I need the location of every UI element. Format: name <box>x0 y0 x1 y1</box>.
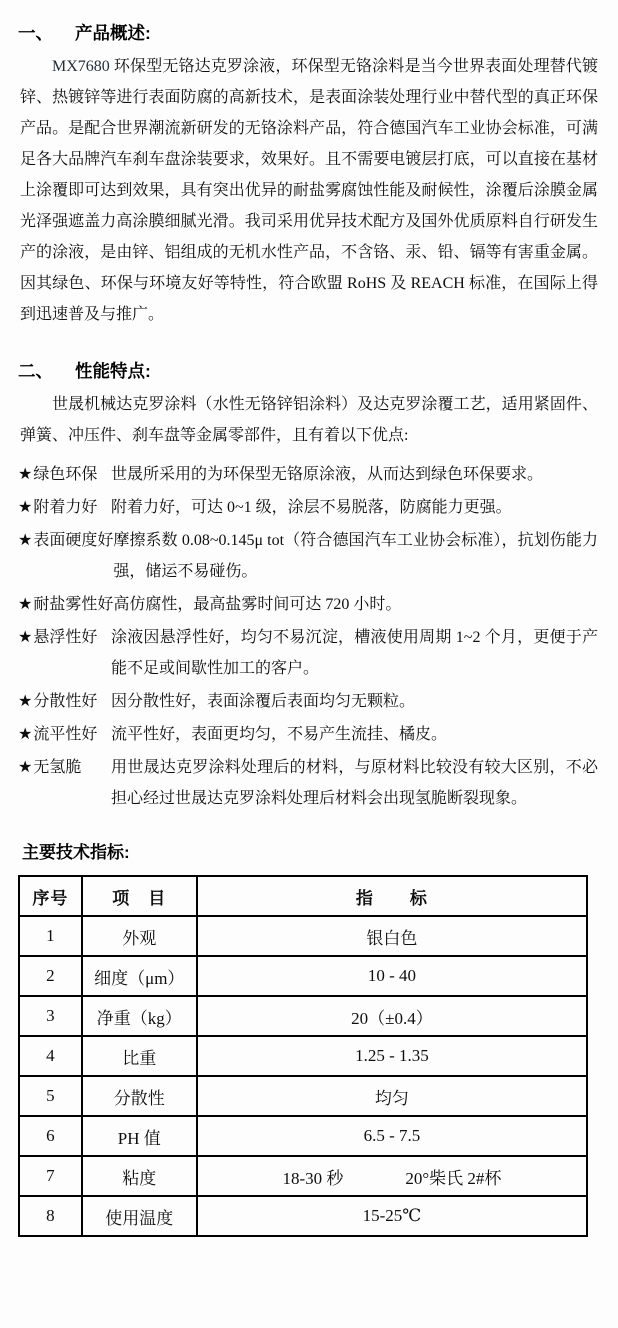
table-row <box>19 1076 587 1116</box>
table-row <box>19 1116 587 1156</box>
header-no: 序号 <box>19 876 82 916</box>
cell-value: 6.5 - 7.5 <box>197 1116 587 1156</box>
feature-label-text: 悬浮性好 <box>33 629 98 646</box>
table-row <box>19 916 587 956</box>
cell-value: 10 - 40 <box>197 956 587 996</box>
feature-item-no-hydrogen-embrittlement <box>18 752 598 814</box>
header-item: 项 目 <box>82 876 197 916</box>
table-row <box>19 996 587 1036</box>
feature-text: 因分散性好，表面涂覆后表面均匀无颗粒。 <box>111 693 416 710</box>
feature-label <box>18 719 111 750</box>
star-icon: ★ <box>18 596 33 613</box>
star-icon: ★ <box>18 726 33 743</box>
cell-item: 净重（kg） <box>82 996 197 1036</box>
table-row <box>19 1196 587 1236</box>
section1-title: 产品概述: <box>75 23 151 43</box>
feature-label-text: 表面硬度好 <box>33 532 114 549</box>
cell-no: 4 <box>19 1036 82 1076</box>
spec-table-title: 主要技术指标: <box>22 843 130 862</box>
feature-text: 摩擦系数 0.08~0.145μ tot（符合德国汽车工业协会标准），抗划伤能力强，储运不易碰伤。 <box>113 532 598 580</box>
cell-item: 使用温度 <box>82 1196 197 1236</box>
feature-label <box>18 459 111 490</box>
cell-value: 银白色 <box>197 916 587 956</box>
cell-item: 分散性 <box>82 1076 197 1116</box>
feature-item-adhesion <box>18 492 598 523</box>
cell-item: 比重 <box>82 1036 197 1076</box>
cell-no: 8 <box>19 1196 82 1236</box>
feature-text: 用世晟达克罗涂料处理后的材料，与原材料比较没有较大区别，不必担心经过世晟达克罗涂料处理后材料会出现氢脆断裂现象。 <box>111 759 598 807</box>
cell-value: 1.25 - 1.35 <box>197 1036 587 1076</box>
section2-intro: 世晟机械达克罗涂料（水性无铬锌铝涂料）及达克罗涂覆工艺，适用紧固件、弹簧、冲压件、刹车盘等金属零部件，且有着以下优点: <box>20 396 598 444</box>
feature-item-suspension <box>18 622 598 684</box>
star-icon: ★ <box>18 759 33 776</box>
cell-no: 2 <box>19 956 82 996</box>
feature-label-text: 无氢脆 <box>33 759 82 776</box>
star-icon: ★ <box>18 466 33 483</box>
star-icon: ★ <box>18 499 33 516</box>
star-icon: ★ <box>18 532 33 549</box>
star-icon: ★ <box>18 693 33 710</box>
feature-label-text: 附着力好 <box>33 499 98 516</box>
cell-no: 1 <box>19 916 82 956</box>
feature-label <box>18 492 111 523</box>
feature-list <box>18 459 598 814</box>
cell-item: PH 值 <box>82 1116 197 1156</box>
header-value: 指 标 <box>197 876 587 916</box>
feature-label-text: 绿色环保 <box>33 466 98 483</box>
feature-text: 流平性好，表面更均匀，不易产生流挂、橘皮。 <box>111 726 448 743</box>
feature-label <box>18 622 111 684</box>
cell-value: 均匀 <box>197 1076 587 1116</box>
feature-label <box>18 589 113 620</box>
star-icon: ★ <box>18 629 33 646</box>
cell-value: 20（±0.4） <box>197 996 587 1036</box>
viscosity-condition: 20°柴氏 2#杯 <box>405 1168 502 1188</box>
feature-label-text: 耐盐雾性好 <box>33 596 114 613</box>
section2-title: 性能特点: <box>75 361 151 381</box>
feature-item-leveling <box>18 719 598 750</box>
feature-item-green <box>18 459 598 490</box>
table-row <box>19 956 587 996</box>
viscosity-value: 18-30 秒 <box>282 1168 344 1188</box>
cell-no: 3 <box>19 996 82 1036</box>
feature-item-dispersion <box>18 686 598 717</box>
cell-item: 细度（μm） <box>82 956 197 996</box>
section1-heading <box>18 20 598 45</box>
feature-text: 世晟所采用的为环保型无铬原涂液，从而达到绿色环保要求。 <box>111 466 544 483</box>
feature-label <box>18 752 111 814</box>
feature-text: 附着力好，可达 0~1 级，涂层不易脱落，防腐能力更强。 <box>111 499 512 516</box>
spec-table <box>18 875 588 1237</box>
section1-paragraph-text: 环保型无铬达克罗涂液，环保型无铬涂料是当今世界表面处理替代镀锌、热镀锌等进行表面防腐的高新技术，是表面涂装处理行业中替代型的真正环保产品。是配合世界潮流新研发的无铬涂料产品，符合德国汽车工业协会标准，可满足各大品牌汽车刹车盘涂装要求，效果好。且不需要电镀层打底，可以直接在基材上涂覆即可达到效果，具有突出优异的耐盐雾腐蚀性能及耐候性，涂覆后涂膜金属光泽强遮盖力高涂膜细腻光滑。我司采用优异技术配方及国外优质原料自行研发生产的涂液，是由锌、铝组成的无机水性产品，不含铬、汞、铅、镉等有害重金属。因其绿色、环保与环境友好等特性，符合欧盟 RoHS 及 REACH 标准，在国际上得到迅速普及与推广。 <box>20 58 598 323</box>
feature-label <box>18 686 111 717</box>
cell-no: 7 <box>19 1156 82 1196</box>
cell-item: 粘度 <box>82 1156 197 1196</box>
cell-item: 外观 <box>82 916 197 956</box>
feature-label-text: 分散性好 <box>33 693 98 710</box>
table-row <box>19 1156 587 1196</box>
feature-label <box>18 525 113 587</box>
feature-item-salt-spray <box>18 589 598 620</box>
feature-text: 涂液因悬浮性好，均匀不易沉淀，槽液使用周期 1~2 个月，更便于产能不足或间歇性加工的客户。 <box>111 629 598 677</box>
product-model: MX7680 <box>52 58 110 75</box>
section1-paragraph <box>20 51 598 330</box>
section2-number: 二、 <box>18 361 53 381</box>
table-header-row <box>19 876 587 916</box>
table-row <box>19 1036 587 1076</box>
feature-item-hardness <box>18 525 598 587</box>
feature-label-text: 流平性好 <box>33 726 98 743</box>
section2-heading <box>18 358 598 383</box>
section1-number: 一、 <box>18 23 53 43</box>
cell-no: 5 <box>19 1076 82 1116</box>
feature-text: 高仿腐性，最高盐雾时间可达 720 小时。 <box>113 596 402 613</box>
cell-value: 15-25℃ <box>197 1196 587 1236</box>
cell-value <box>197 1156 587 1196</box>
cell-no: 6 <box>19 1116 82 1156</box>
